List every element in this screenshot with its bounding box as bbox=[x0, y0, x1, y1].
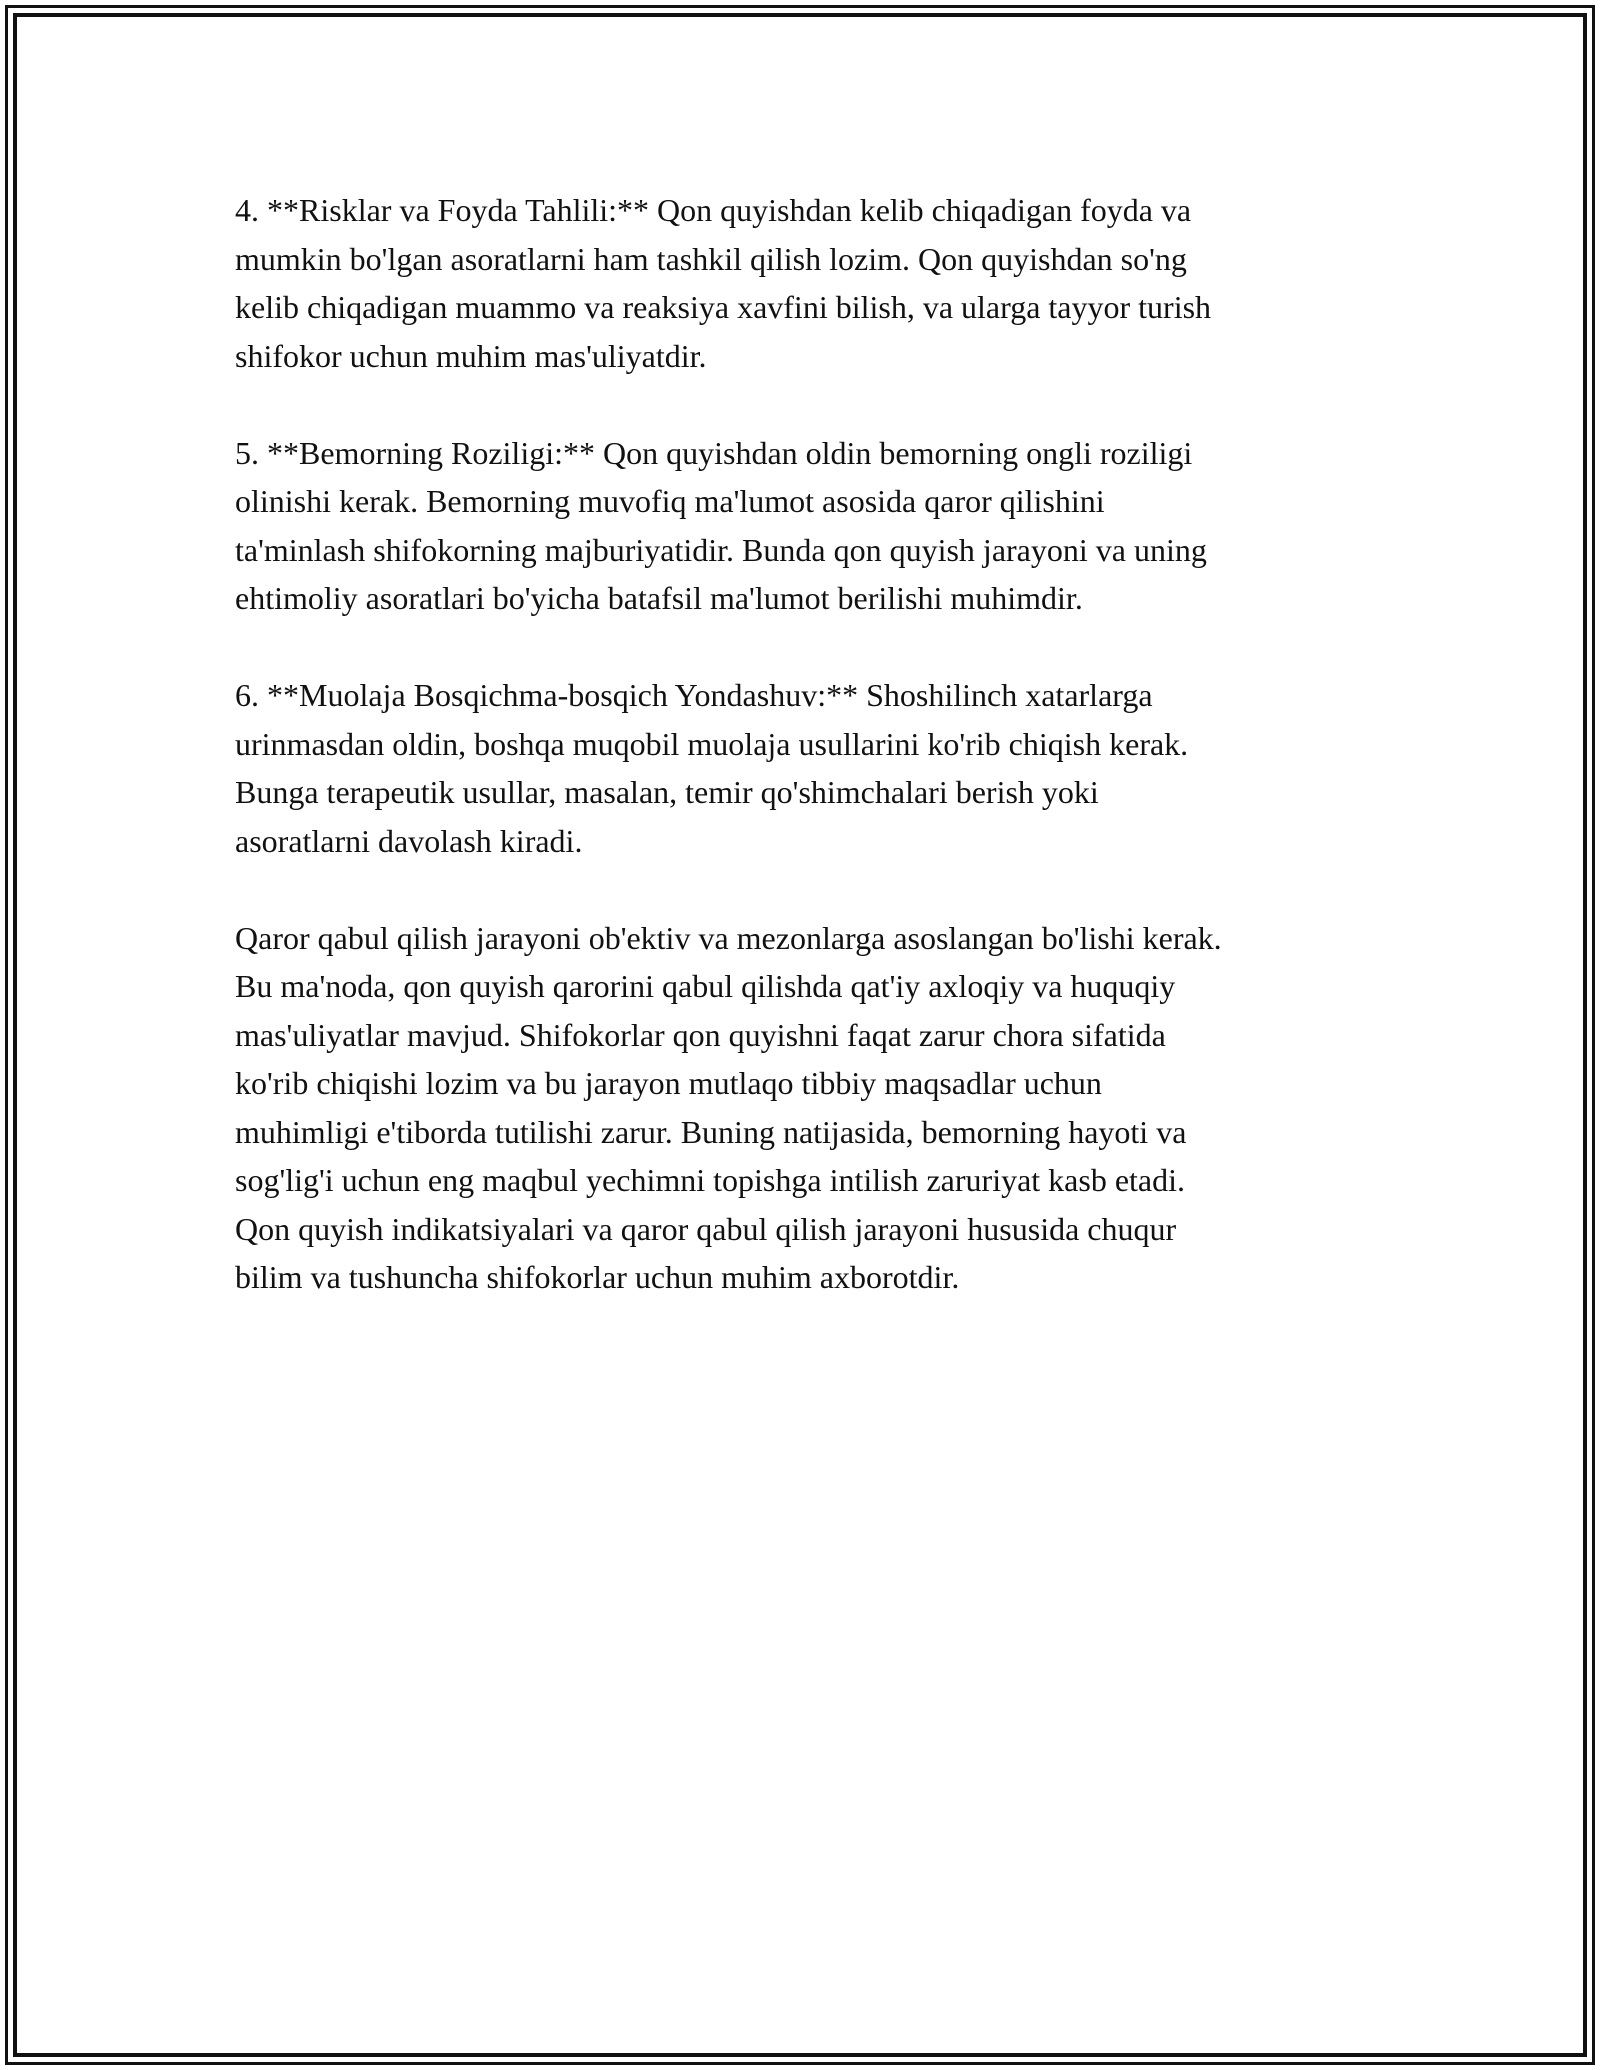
text-line: 4. **Risklar va Foyda Tahlili:** Qon quyishdan kelib chiqadigan foyda va bbox=[235, 192, 1192, 228]
text-line: mumkin bo'lgan asoratlarni ham tashkil qilish lozim. Qon quyishdan so'ng bbox=[235, 240, 1187, 277]
paragraph-stepwise-approach bbox=[235, 671, 1395, 865]
text-line: muhimligi e'tiborda tutilishi zarur. Buning natijasida, bemorning hayoti va bbox=[235, 1113, 1187, 1150]
document-body bbox=[235, 186, 1395, 1350]
text-line: Qaror qabul qilish jarayoni ob'ektiv va mezonlarga asoslangan bo'lishi kerak. bbox=[235, 919, 1222, 956]
text-line: ta'minlash shifokorning majburiyatidir. Bunda qon quyish jarayoni va uning bbox=[235, 531, 1207, 568]
paragraph-risks-benefits bbox=[235, 186, 1395, 380]
text-line: 6. **Muolaja Bosqichma-bosqich Yondashuv:** Shoshilinch xatarlarga bbox=[235, 677, 1153, 713]
text-line: sog'lig'i uchun eng maqbul yechimni topishga intilish zaruriyat kasb etadi. bbox=[235, 1162, 1186, 1198]
text-line: ehtimoliy asoratlari bo'yicha batafsil ma'lumot berilishi muhimdir. bbox=[235, 580, 1083, 616]
text-line: kelib chiqadigan muammo va reaksiya xavfini bilish, va ularga tayyor turish bbox=[235, 289, 1212, 325]
text-line: 5. **Bemorning Roziligi:** Qon quyishdan oldin bemorning ongli roziligi bbox=[235, 434, 1193, 471]
text-line: Bu ma'noda, qon quyish qarorini qabul qilishda qat'iy axloqiy va huquqiy bbox=[235, 968, 1176, 1004]
text-line: urinmasdan oldin, boshqa muqobil muolaja usullarini ko'rib chiqish kerak. bbox=[235, 725, 1189, 762]
paragraph-patient-consent bbox=[235, 429, 1395, 623]
text-line: bilim va tushuncha shifokorlar uchun muhim axborotdir. bbox=[235, 1259, 960, 1295]
paragraph-conclusion bbox=[235, 914, 1395, 1302]
text-line: Qon quyish indikatsiyalari va qaror qabul qilish jarayoni hususida chuqur bbox=[235, 1210, 1177, 1247]
text-line: mas'uliyatlar mavjud. Shifokorlar qon quyishni faqat zarur chora sifatida bbox=[235, 1016, 1166, 1053]
text-line: olinishi kerak. Bemorning muvofiq ma'lumot asosida qaror qilishini bbox=[235, 483, 1105, 519]
text-line: shifokor uchun muhim mas'uliyatdir. bbox=[235, 337, 707, 374]
text-line: ko'rib chiqishi lozim va bu jarayon mutlaqo tibbiy maqsadlar uchun bbox=[235, 1065, 1102, 1101]
text-line: asoratlarni davolash kiradi. bbox=[235, 822, 583, 859]
text-line: Bunga terapeutik usullar, masalan, temir qo'shimchalari berish yoki bbox=[235, 774, 1099, 810]
